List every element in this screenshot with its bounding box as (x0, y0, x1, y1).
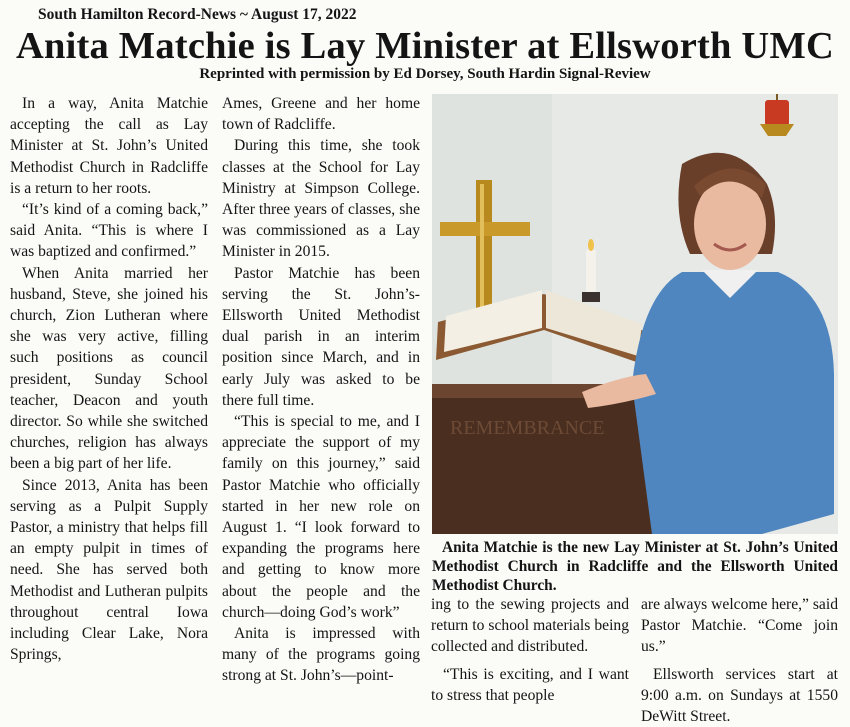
paragraph: “It’s kind of a coming back,” said Anita. “This is where I was baptized and confirmed.” (10, 201, 208, 261)
paragraph: “This is special to me, and I appreciate the support of my family on this journey,” said Pastor Matchie who officially started in her new role on August 1. “I look forward to expanding the programs here and getting to know more about the people and the church—doing God’s work” (222, 413, 420, 621)
paragraph: “This is exciting, and I want to stress that people (431, 665, 629, 704)
paragraph: are always welcome here,” said Pastor Matchie. “Come join us.” (641, 596, 838, 656)
paragraph: Ellsworth services start at 9:00 a.m. on Sundays at 1550 DeWitt Street. (641, 665, 838, 726)
article-column-4 (641, 594, 838, 727)
paragraph: In a way, Anita Matchie accepting the call as Lay Minister at St. John’s United Methodist Church in Radcliffe is a return to her roots. (10, 95, 208, 197)
paragraph: Anita is impressed with many of the programs going strong at St. John’s—point- (222, 625, 420, 685)
paragraph: During this time, she took classes at the School for Lay Ministry at Simpson College. After three years of classes, she was commissioned as a Lay Minister in 2015. (222, 137, 420, 261)
photo-caption-text: Anita Matchie is the new Lay Minister at St. John’s United Methodist Church in Radcliffe and the Ellsworth United Methodist Church. (432, 539, 838, 594)
photo-anita-matchie (432, 94, 838, 534)
byline: Reprinted with permission by Ed Dorsey, South Hardin Signal-Review (199, 66, 651, 82)
article-column-3 (431, 594, 629, 706)
paragraph: Since 2013, Anita has been serving as a Pulpit Supply Pastor, a ministry that helps fill an empty pulpit in times of need. She has served both Methodist and Lutheran pulpits throughout central Iowa including Clear Lake, Nora Springs, (10, 476, 208, 664)
paragraph: When Anita married her husband, Steve, she joined his church, Zion Lutheran where she was very active, filling such positions as council president, Sunday School teacher, Deacon and youth director. So while she switched churches, religion has always been a big part of her life. (10, 264, 208, 473)
article-column-2 (222, 93, 420, 687)
headline: Anita Matchie is Lay Minister at Ellsworth UMC (16, 25, 834, 67)
photo-caption (432, 538, 838, 595)
altar-inscription: REMEMBRANCE (450, 417, 605, 439)
article-column-1 (10, 93, 208, 665)
paragraph: Ames, Greene and her home town of Radcliffe. (222, 95, 420, 134)
photo-illustration (432, 94, 838, 534)
paragraph: ing to the sewing projects and return to school materials being collected and distributed. (431, 596, 629, 656)
dateline: South Hamilton Record-News ~ August 17, 2022 (38, 6, 357, 23)
paragraph: Pastor Matchie has been serving the St. John’s-Ellsworth United Methodist dual parish in an interim position since March, and in early July was asked to be there full time. (222, 264, 420, 409)
